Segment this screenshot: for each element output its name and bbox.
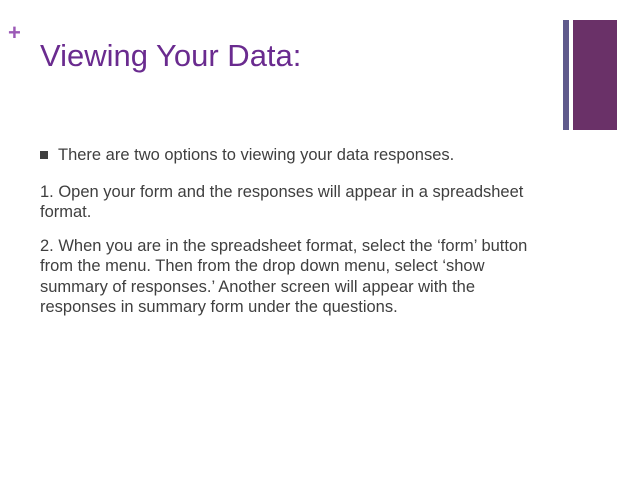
plus-icon: + <box>8 20 21 45</box>
square-bullet-icon <box>40 151 48 159</box>
paragraph-option-1: 1. Open your form and the responses will appear in a spreadsheet format. <box>40 182 524 221</box>
paragraph-option-2: 2. When you are in the spreadsheet format, select the ‘form’ button from the menu. Then from the drop down menu, select ‘show summary of responses.’ Another screen will appear with the responses in summary form under the questions. <box>40 236 528 316</box>
bullet-item <box>40 145 550 166</box>
accent-bar-thick <box>573 20 617 130</box>
slide-title: Viewing Your Data: <box>40 38 302 73</box>
slide-body <box>40 145 550 331</box>
accent-bar-thin <box>563 20 569 130</box>
bullet-text: There are two options to viewing your data responses. <box>58 146 455 164</box>
